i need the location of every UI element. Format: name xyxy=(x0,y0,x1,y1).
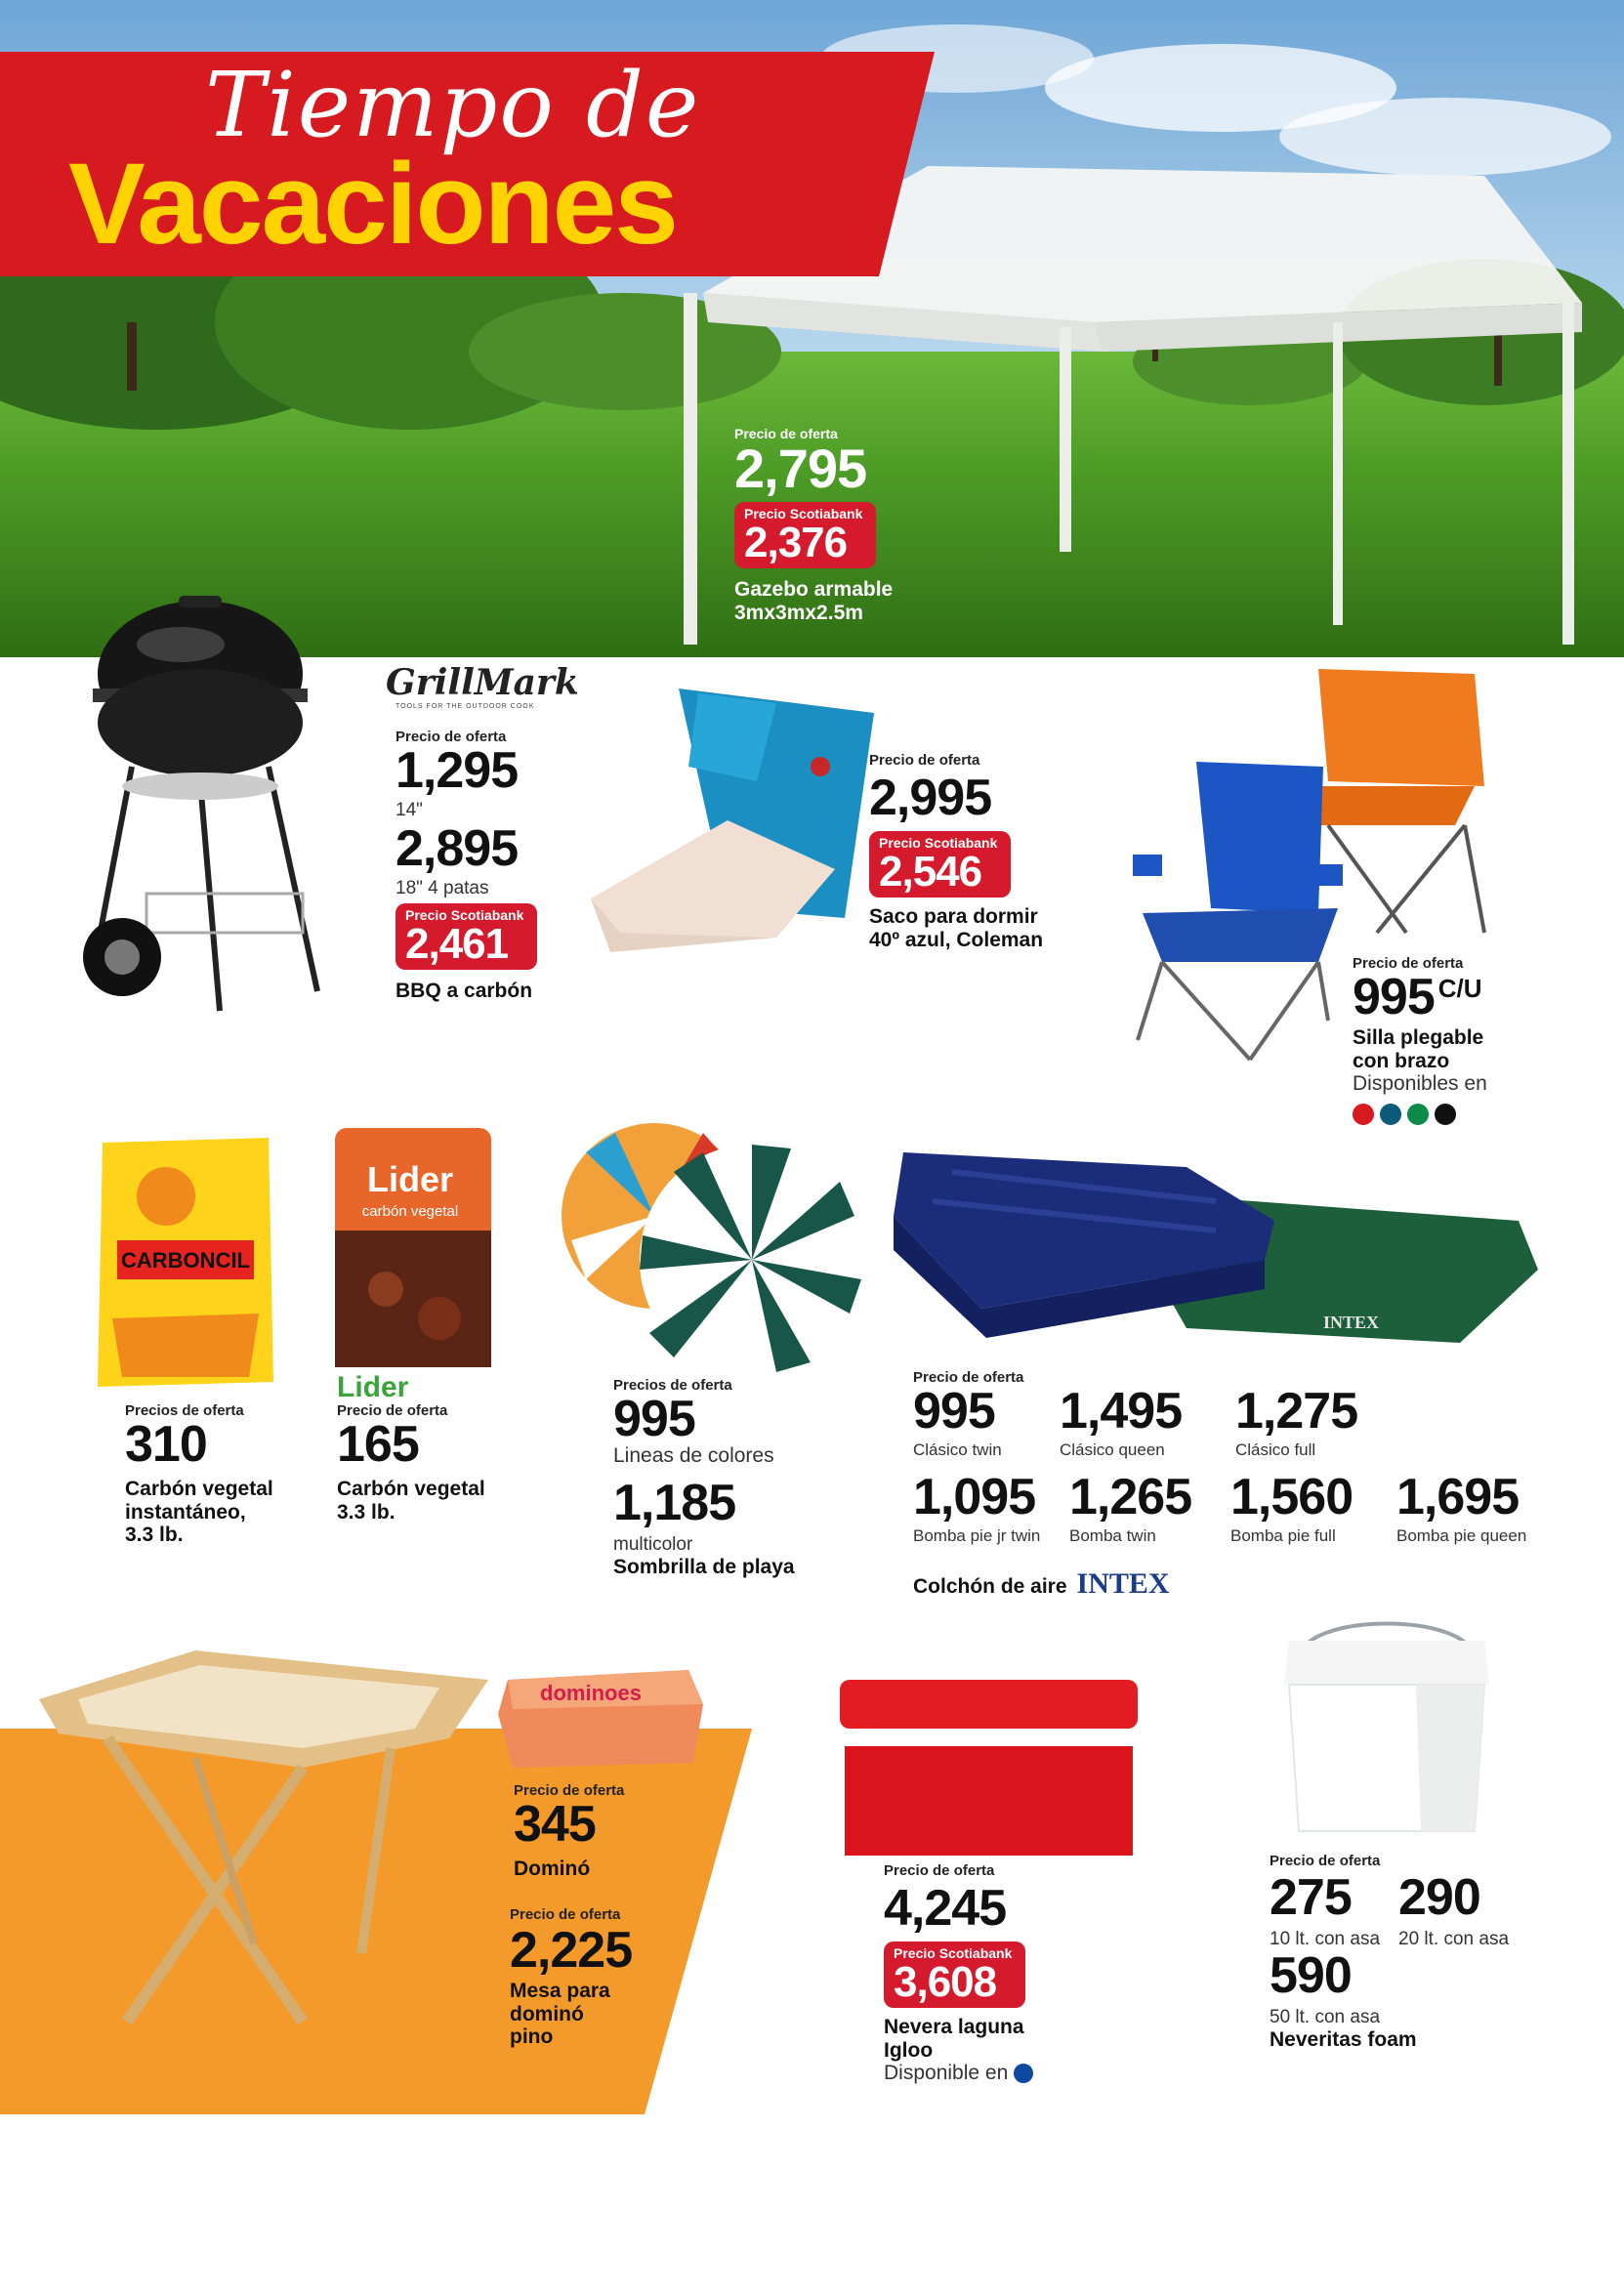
air-mattress-price: 1,095 xyxy=(913,1469,1036,1525)
foam-price-block xyxy=(1270,1853,1562,2051)
air-mattress-option xyxy=(1396,1469,1527,1546)
air-mattress-price-block xyxy=(913,1369,1548,1601)
sleeping-bag-price-block xyxy=(869,752,1043,951)
bbq-brand: GrillMark xyxy=(386,662,579,703)
air-mattress-price: 995 xyxy=(913,1383,995,1440)
domino-table-price-block xyxy=(510,1906,632,2049)
gazebo-price-block xyxy=(734,426,893,624)
foam-price-10lt: 275 xyxy=(1270,1869,1352,1926)
lider-charcoal-bag-image xyxy=(327,1123,498,1372)
domino-table-offer-label: Precio de oferta xyxy=(510,1906,621,1923)
gazebo-name-line2: 3mx3mx2.5m xyxy=(734,601,863,624)
air-mattress-note: Clásico queen xyxy=(1060,1440,1165,1459)
air-mattress-option xyxy=(1069,1469,1192,1546)
sleeping-bag-scotia-badge xyxy=(869,831,1011,898)
chair-offer-label: Precio de oferta xyxy=(1353,955,1464,972)
chair-unit: C/U xyxy=(1437,974,1482,1003)
air-mattress-price: 1,695 xyxy=(1396,1469,1520,1525)
air-mattress-option xyxy=(1235,1383,1358,1460)
sleeping-bag-name-line2: 40º azul, Coleman xyxy=(869,928,1044,951)
chair-color-swatch xyxy=(1407,1104,1429,1125)
cooler-image xyxy=(830,1675,1152,1860)
bbq-name: BBQ a carbón xyxy=(396,980,533,1002)
domino-price: 345 xyxy=(514,1796,596,1853)
air-mattress-note: Bomba twin xyxy=(1069,1526,1156,1545)
cooler-available: Disponible en xyxy=(884,2062,1009,2085)
cooler-name-line1: Nevera laguna xyxy=(884,2016,1024,2038)
chair-color-swatch xyxy=(1380,1104,1401,1125)
banner-script-title: Tiempo de xyxy=(205,53,701,157)
foam-note-20lt: 20 lt. con asa xyxy=(1398,1929,1510,1949)
charcoal1-name-line3: 3.3 lb. xyxy=(125,1524,184,1547)
cooler-scotia-label: Precio Scotiabank xyxy=(894,1945,1013,1961)
bbq-size-18: 18" 4 patas xyxy=(396,878,489,898)
air-mattress-option xyxy=(1060,1383,1183,1460)
charcoal-bag-image xyxy=(93,1133,278,1392)
chair-price: 995 xyxy=(1353,969,1435,1025)
air-mattress-note: Clásico twin xyxy=(913,1440,1002,1459)
mattress-intex-mark: INTEX xyxy=(1323,1313,1380,1332)
cooler-price: 4,245 xyxy=(884,1880,1007,1937)
beach-umbrellas-image xyxy=(557,1113,869,1387)
gazebo-price: 2,795 xyxy=(734,438,867,499)
umbrella-price-multi: 1,185 xyxy=(613,1475,736,1531)
gazebo-offer-label: Precio de oferta xyxy=(734,426,838,441)
domino-box-text: dominoes xyxy=(540,1681,642,1705)
foam-cooler-image xyxy=(1279,1602,1494,1836)
charcoal2-price-block xyxy=(337,1373,485,1524)
bbq-price-block xyxy=(396,729,537,1003)
charcoal1-name-line2: instantáneo, xyxy=(125,1500,246,1524)
charcoal2-offer-label: Precio de oferta xyxy=(337,1402,448,1419)
domino-table-price: 2,225 xyxy=(510,1922,633,1979)
bbq-scotia-label: Precio Scotiabank xyxy=(405,907,524,923)
bbq-grill-image xyxy=(73,581,366,1030)
umbrella-note-lines: Lineas de colores xyxy=(613,1444,774,1467)
foam-note-10lt: 10 lt. con asa xyxy=(1270,1929,1381,1949)
charcoal2-price: 165 xyxy=(337,1416,419,1473)
cooler-name-line2: Igloo xyxy=(884,2038,934,2062)
air-mattress-note: Bomba pie queen xyxy=(1396,1526,1527,1545)
domino-table-name-line1: Mesa para xyxy=(510,1980,610,2002)
charcoal1-price: 310 xyxy=(125,1416,207,1473)
gazebo-scotia-badge xyxy=(734,502,876,568)
lider-bag-brand: Lider xyxy=(366,1159,454,1199)
air-mattress-price-grid xyxy=(913,1383,1548,1562)
charcoal1-name-line1: Carbón vegetal xyxy=(125,1478,273,1500)
foam-offer-label: Precio de oferta xyxy=(1270,1853,1381,1869)
bbq-brand-logo xyxy=(386,662,579,710)
air-mattress-option xyxy=(913,1383,1002,1460)
charcoal1-price-block xyxy=(125,1402,273,1547)
air-mattress-note: Clásico full xyxy=(1235,1440,1316,1459)
sleeping-bag-offer-label: Precio de oferta xyxy=(869,752,980,769)
domino-price-block xyxy=(514,1782,624,1881)
lider-bag-sub: carbón vegetal xyxy=(361,1203,459,1220)
domino-name: Dominó xyxy=(514,1858,591,1880)
charcoal2-name-line2: 3.3 lb. xyxy=(337,1500,396,1524)
sleeping-bag-scotia-label: Precio Scotiabank xyxy=(879,835,998,851)
air-mattresses-image xyxy=(894,1143,1538,1353)
bbq-scotia-price: 2,461 xyxy=(405,920,509,968)
chair-color-swatches xyxy=(1353,1104,1487,1125)
umbrella-name: Sombrilla de playa xyxy=(613,1556,795,1578)
chair-color-swatch xyxy=(1435,1104,1456,1125)
chair-name-line1: Silla plegable xyxy=(1353,1026,1484,1049)
cooler-scotia-badge xyxy=(884,1941,1025,2008)
umbrella-offer-label: Precios de oferta xyxy=(613,1377,732,1394)
bbq-price-18: 2,895 xyxy=(396,820,519,877)
banner-title: Vacaciones xyxy=(68,140,677,269)
air-mattress-name: Colchón de aire xyxy=(913,1575,1067,1598)
cooler-offer-label: Precio de oferta xyxy=(884,1862,995,1879)
chair-price-block xyxy=(1353,955,1487,1125)
lider-logo: Lider xyxy=(337,1371,409,1403)
foam-note-50lt: 50 lt. con asa xyxy=(1270,2007,1381,2027)
foam-price-20lt: 290 xyxy=(1398,1869,1480,1926)
charcoal1-offer-label: Precios de oferta xyxy=(125,1402,244,1419)
cooler-price-block xyxy=(884,1862,1033,2085)
bbq-brand-tag: TOOLS FOR THE OUTDOOR COOK xyxy=(396,703,535,710)
chair-available: Disponibles en xyxy=(1353,1072,1487,1096)
air-mattress-option xyxy=(1230,1469,1353,1546)
domino-table-name-line3: pino xyxy=(510,2025,554,2049)
sleeping-bag-image xyxy=(581,674,884,957)
sleeping-bag-scotia-price: 2,546 xyxy=(879,848,982,896)
umbrella-price-lines: 995 xyxy=(613,1391,695,1447)
bbq-offer-label: Precio de oferta xyxy=(396,729,507,745)
cooler-color-swatch xyxy=(1014,2064,1033,2083)
umbrella-note-multi: multicolor xyxy=(613,1534,693,1555)
sleeping-bag-price: 2,995 xyxy=(869,770,992,826)
charcoal2-name-line1: Carbón vegetal xyxy=(337,1478,485,1500)
bbq-scotia-badge xyxy=(396,903,537,970)
intex-logo: INTEX xyxy=(1076,1567,1170,1600)
domino-offer-label: Precio de oferta xyxy=(514,1782,625,1799)
domino-table-image xyxy=(29,1641,498,2051)
chair-name-line2: con brazo xyxy=(1353,1049,1450,1072)
air-mattress-note: Bomba pie full xyxy=(1230,1526,1336,1545)
chair-color-swatch xyxy=(1353,1104,1374,1125)
gazebo-scotia-price: 2,376 xyxy=(744,519,848,566)
gazebo-scotia-label: Precio Scotiabank xyxy=(744,506,863,522)
gazebo-name-line1: Gazebo armable xyxy=(734,578,894,601)
air-mattress-offer-label: Precio de oferta xyxy=(913,1369,1024,1386)
foam-price-50lt: 590 xyxy=(1270,1947,1352,2004)
bbq-size-14: 14" xyxy=(396,800,423,820)
umbrella-price-block xyxy=(613,1377,795,1579)
air-mattress-price: 1,265 xyxy=(1069,1469,1192,1525)
bbq-price-14: 1,295 xyxy=(396,742,519,799)
air-mattress-option xyxy=(913,1469,1041,1546)
air-mattress-price: 1,275 xyxy=(1235,1383,1358,1440)
domino-table-name-line2: dominó xyxy=(510,2002,584,2025)
hero-section xyxy=(0,0,1624,657)
charcoal-bag-text: CARBONCIL xyxy=(121,1248,250,1273)
sleeping-bag-name-line1: Saco para dormir xyxy=(869,905,1038,928)
air-mattress-price: 1,495 xyxy=(1060,1383,1183,1440)
domino-box-image xyxy=(493,1655,713,1773)
foam-name: Neveritas foam xyxy=(1270,2028,1417,2051)
air-mattress-price: 1,560 xyxy=(1230,1469,1353,1525)
cooler-scotia-price: 3,608 xyxy=(894,1958,997,2006)
air-mattress-note: Bomba pie jr twin xyxy=(913,1526,1041,1545)
